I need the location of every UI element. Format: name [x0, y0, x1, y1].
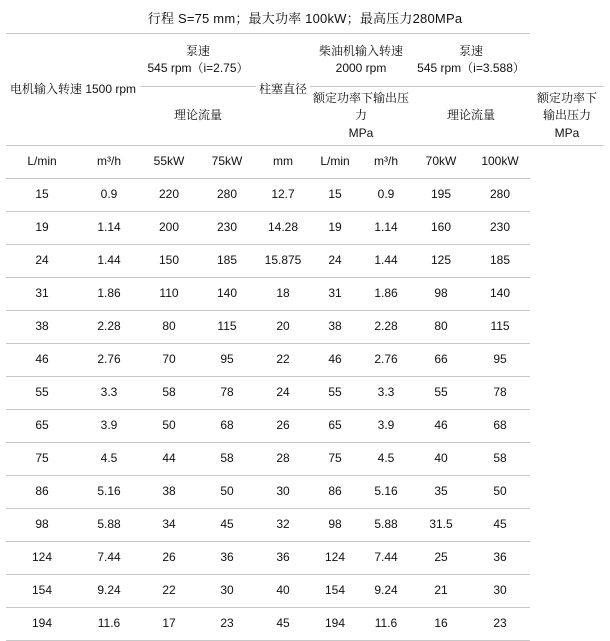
cell-c8: 115 — [470, 311, 530, 344]
cell-c8: 95 — [470, 344, 530, 377]
cell-c3: 68 — [198, 410, 256, 443]
col-header-2: 55kW — [140, 146, 198, 179]
cell-c0: 46 — [6, 344, 78, 377]
cell-c2: 44 — [140, 443, 198, 476]
cell-c3: 185 — [198, 245, 256, 278]
cell-c6: 11.6 — [360, 608, 412, 641]
cell-c4: 36 — [256, 542, 310, 575]
cell-c8: 23 — [470, 608, 530, 641]
cell-c3: 45 — [198, 509, 256, 542]
cell-c6: 3.9 — [360, 410, 412, 443]
specification-table — [6, 33, 604, 641]
cell-c3: 36 — [198, 542, 256, 575]
pump-speed-right-value: 545 rpm（i=3.588） — [417, 61, 525, 75]
cell-c2: 150 — [140, 245, 198, 278]
cell-c4: 26 — [256, 410, 310, 443]
col-header-4: mm — [256, 146, 310, 179]
rated-pressure-left-header — [310, 87, 412, 146]
cell-c5: 38 — [310, 311, 360, 344]
cell-c6: 1.44 — [360, 245, 412, 278]
cell-c1: 5.16 — [78, 476, 140, 509]
cell-c1: 7.44 — [78, 542, 140, 575]
cell-c3: 140 — [198, 278, 256, 311]
cell-c8: 50 — [470, 476, 530, 509]
table-row — [6, 179, 604, 212]
rated-pressure-left-label: 额定功率下输出压力 — [312, 91, 409, 123]
cell-c0: 55 — [6, 377, 78, 410]
table-row — [6, 443, 604, 476]
cell-c3: 115 — [198, 311, 256, 344]
pump-speed-left-value: 545 rpm（i=2.75） — [147, 61, 249, 75]
pump-speed-left-label: 泵速 — [185, 43, 210, 58]
rated-pressure-right-unit: MPa — [554, 125, 580, 140]
cell-c4: 14.28 — [256, 212, 310, 245]
cell-c5: 65 — [310, 410, 360, 443]
cell-c7: 66 — [412, 344, 470, 377]
cell-c8: 36 — [470, 542, 530, 575]
cell-c5: 46 — [310, 344, 360, 377]
col-header-3: 75kW — [198, 146, 256, 179]
cell-c6: 9.24 — [360, 575, 412, 608]
cell-c6: 3.3 — [360, 377, 412, 410]
cell-c4: 15.875 — [256, 245, 310, 278]
cell-c4: 28 — [256, 443, 310, 476]
theoretical-flow-left-header: 理论流量 — [140, 87, 256, 146]
pump-speed-right-label: 泵速 — [459, 43, 484, 58]
cell-c5: 75 — [310, 443, 360, 476]
cell-c3: 230 — [198, 212, 256, 245]
cell-c4: 32 — [256, 509, 310, 542]
col-header-8: 100kW — [470, 146, 530, 179]
cell-c5: 55 — [310, 377, 360, 410]
cell-c7: 21 — [412, 575, 470, 608]
cell-c1: 1.14 — [78, 212, 140, 245]
col-header-0: L/min — [6, 146, 78, 179]
table-row — [6, 410, 604, 443]
cell-c4: 30 — [256, 476, 310, 509]
cell-c1: 3.3 — [78, 377, 140, 410]
cell-c5: 86 — [310, 476, 360, 509]
cell-c3: 23 — [198, 608, 256, 641]
cell-c5: 154 — [310, 575, 360, 608]
diesel-input-speed-header: 柴油机输入转速 2000 rpm — [310, 34, 412, 87]
cell-c0: 24 — [6, 245, 78, 278]
cell-c0: 194 — [6, 608, 78, 641]
cell-c8: 30 — [470, 575, 530, 608]
cell-c6: 5.16 — [360, 476, 412, 509]
rated-pressure-right-header — [530, 87, 604, 146]
cell-c1: 2.28 — [78, 311, 140, 344]
cell-c0: 154 — [6, 575, 78, 608]
col-header-1: m³/h — [78, 146, 140, 179]
cell-c6: 7.44 — [360, 542, 412, 575]
cell-c6: 1.14 — [360, 212, 412, 245]
pump-speed-right-header — [412, 34, 530, 87]
cell-c7: 80 — [412, 311, 470, 344]
cell-c3: 280 — [198, 179, 256, 212]
cell-c1: 2.76 — [78, 344, 140, 377]
col-header-6: m³/h — [360, 146, 412, 179]
cell-c2: 26 — [140, 542, 198, 575]
cell-c1: 1.86 — [78, 278, 140, 311]
cell-c2: 110 — [140, 278, 198, 311]
table-row — [6, 575, 604, 608]
cell-c7: 160 — [412, 212, 470, 245]
cell-c8: 185 — [470, 245, 530, 278]
table-row — [6, 311, 604, 344]
cell-c6: 2.76 — [360, 344, 412, 377]
rated-pressure-left-unit: MPa — [348, 125, 374, 140]
cell-c1: 3.9 — [78, 410, 140, 443]
cell-c3: 50 — [198, 476, 256, 509]
cell-c7: 16 — [412, 608, 470, 641]
cell-c8: 140 — [470, 278, 530, 311]
cell-c2: 220 — [140, 179, 198, 212]
cell-c2: 80 — [140, 311, 198, 344]
table-row — [6, 245, 604, 278]
cell-c4: 24 — [256, 377, 310, 410]
header-row-speeds — [6, 34, 604, 87]
cell-c2: 70 — [140, 344, 198, 377]
cell-c2: 34 — [140, 509, 198, 542]
cell-c7: 55 — [412, 377, 470, 410]
cell-c2: 38 — [140, 476, 198, 509]
cell-c5: 19 — [310, 212, 360, 245]
cell-c3: 95 — [198, 344, 256, 377]
cell-c5: 124 — [310, 542, 360, 575]
cell-c6: 1.86 — [360, 278, 412, 311]
cell-c8: 230 — [470, 212, 530, 245]
cell-c8: 78 — [470, 377, 530, 410]
cell-c3: 78 — [198, 377, 256, 410]
cell-c3: 30 — [198, 575, 256, 608]
table-body — [6, 34, 604, 641]
table-row — [6, 212, 604, 245]
cell-c6: 5.88 — [360, 509, 412, 542]
col-header-7: 70kW — [412, 146, 470, 179]
rated-pressure-right-label: 额定功率下输出压力 — [537, 91, 598, 123]
cell-c5: 194 — [310, 608, 360, 641]
cell-c1: 11.6 — [78, 608, 140, 641]
cell-c4: 12.7 — [256, 179, 310, 212]
cell-c7: 125 — [412, 245, 470, 278]
table-row — [6, 608, 604, 641]
cell-c1: 9.24 — [78, 575, 140, 608]
cell-c6: 2.28 — [360, 311, 412, 344]
header-row-units — [6, 146, 604, 179]
cell-c0: 15 — [6, 179, 78, 212]
cell-c0: 65 — [6, 410, 78, 443]
cell-c7: 195 — [412, 179, 470, 212]
cell-c0: 31 — [6, 278, 78, 311]
page-title: 行程 S=75 mm；最大功率 100kW；最高压力280MPa — [147, 11, 463, 26]
cell-c0: 38 — [6, 311, 78, 344]
cell-c5: 31 — [310, 278, 360, 311]
motor-input-speed-header: 电机输入转速 1500 rpm — [6, 34, 140, 146]
cell-c2: 50 — [140, 410, 198, 443]
table-row — [6, 278, 604, 311]
cell-c1: 4.5 — [78, 443, 140, 476]
table-row — [6, 377, 604, 410]
cell-c8: 280 — [470, 179, 530, 212]
cell-c2: 58 — [140, 377, 198, 410]
cell-c4: 22 — [256, 344, 310, 377]
cell-c5: 24 — [310, 245, 360, 278]
plunger-diameter-header: 柱塞直径 — [256, 34, 310, 146]
cell-c1: 0.9 — [78, 179, 140, 212]
cell-c7: 25 — [412, 542, 470, 575]
cell-c2: 22 — [140, 575, 198, 608]
cell-c0: 75 — [6, 443, 78, 476]
cell-c2: 200 — [140, 212, 198, 245]
cell-c0: 86 — [6, 476, 78, 509]
cell-c5: 15 — [310, 179, 360, 212]
col-header-5: L/min — [310, 146, 360, 179]
cell-c6: 0.9 — [360, 179, 412, 212]
cell-c0: 124 — [6, 542, 78, 575]
cell-c4: 20 — [256, 311, 310, 344]
cell-c6: 4.5 — [360, 443, 412, 476]
table-row — [6, 542, 604, 575]
cell-c4: 45 — [256, 608, 310, 641]
pump-speed-left-header — [140, 34, 256, 87]
cell-c7: 35 — [412, 476, 470, 509]
cell-c0: 98 — [6, 509, 78, 542]
cell-c8: 58 — [470, 443, 530, 476]
cell-c1: 1.44 — [78, 245, 140, 278]
cell-c1: 5.88 — [78, 509, 140, 542]
cell-c3: 58 — [198, 443, 256, 476]
table-row — [6, 476, 604, 509]
cell-c8: 68 — [470, 410, 530, 443]
cell-c4: 40 — [256, 575, 310, 608]
table-row — [6, 344, 604, 377]
cell-c7: 46 — [412, 410, 470, 443]
cell-c7: 31.5 — [412, 509, 470, 542]
cell-c4: 18 — [256, 278, 310, 311]
cell-c0: 19 — [6, 212, 78, 245]
cell-c7: 98 — [412, 278, 470, 311]
cell-c5: 98 — [310, 509, 360, 542]
cell-c7: 40 — [412, 443, 470, 476]
theoretical-flow-right-header: 理论流量 — [412, 87, 530, 146]
cell-c8: 45 — [470, 509, 530, 542]
table-row — [6, 509, 604, 542]
cell-c2: 17 — [140, 608, 198, 641]
